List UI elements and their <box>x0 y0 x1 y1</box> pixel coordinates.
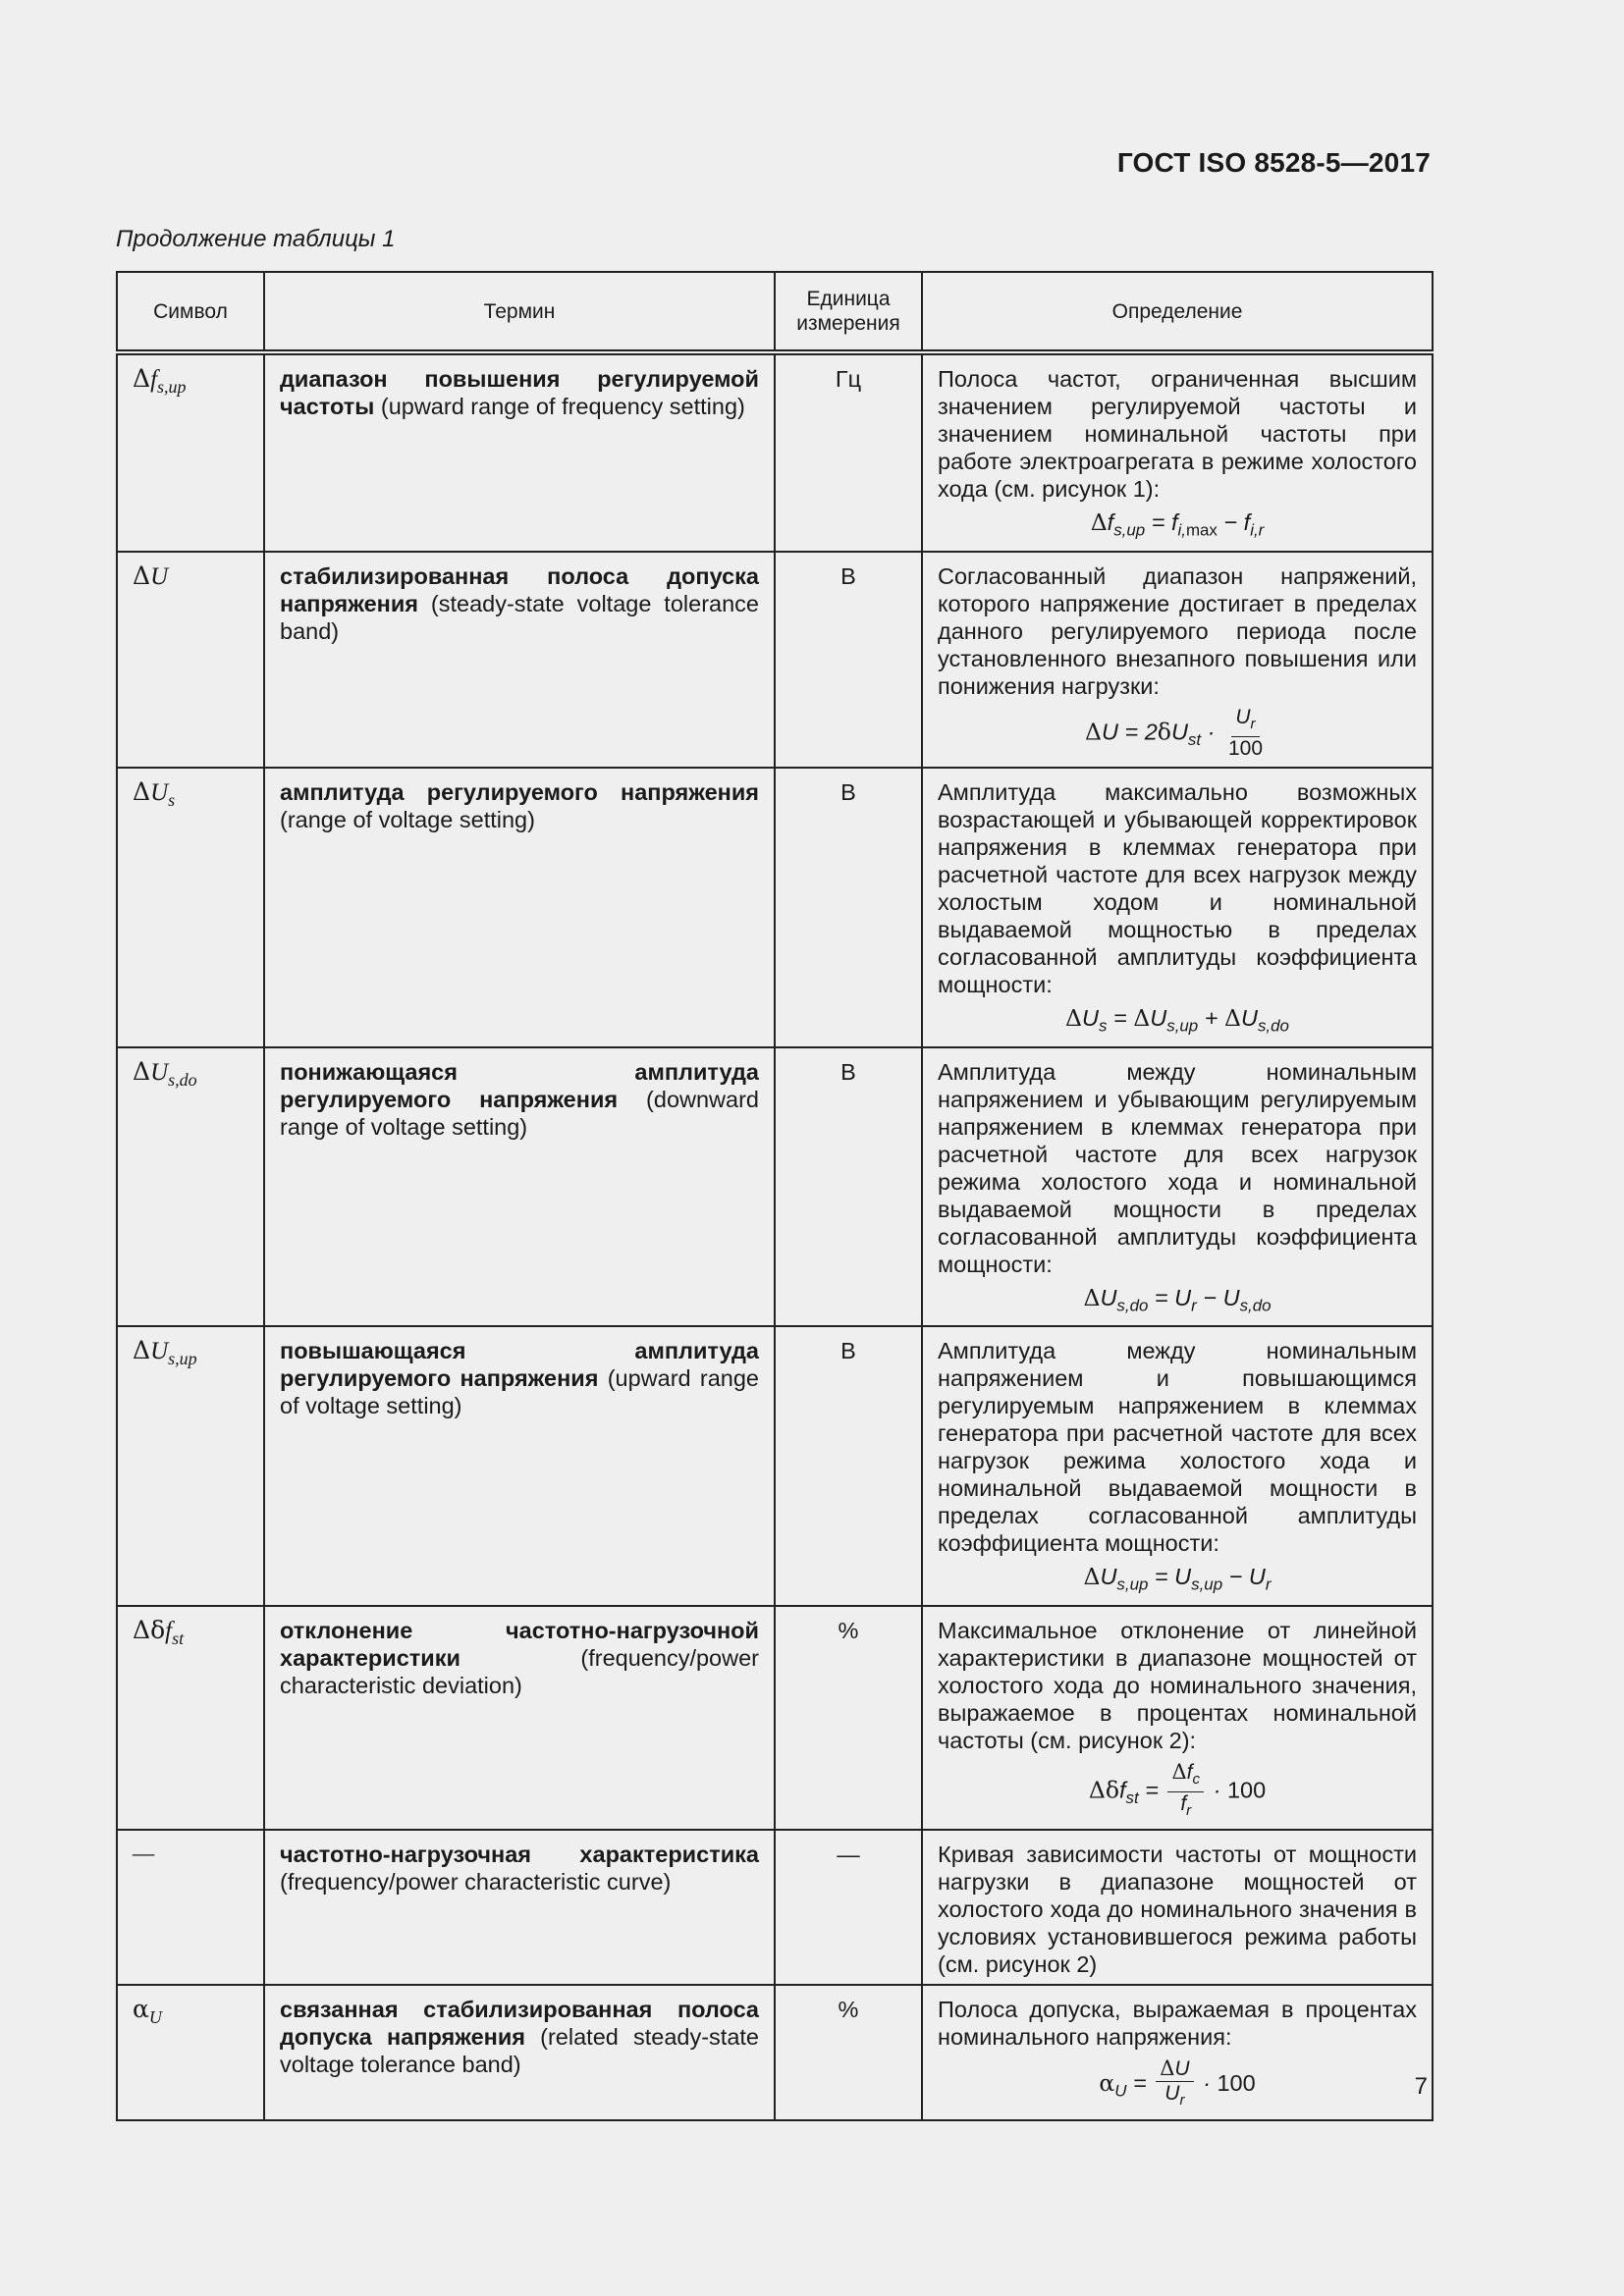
unit-cell: В <box>775 768 922 1047</box>
formula: $\Delta f_{s,up} = f_{i,max} - f_{i,r}$ <box>1090 508 1265 540</box>
term-english: (related steady-state voltage tolerance band) <box>280 2024 759 2078</box>
definition-text: Амплитуда максимально возможных возрастающей и убывающей корректировок напряжения в клеммах генератора при расчетной частоте для всех нагрузок между холостым ходом и номинальной выдаваемой мощностью в пределах согласованной амплитуды коэффициента мощности: <box>938 778 1417 997</box>
formula: $\alpha_U$ = $\frac{\Delta U}{U_r}$ · 100 <box>1099 2056 1256 2109</box>
term-name: понижающаяся амплитуда регулируемого напряжения <box>280 1058 759 1112</box>
term-name: отклонение частотно-нагрузочной характеристики <box>280 1617 759 1671</box>
table-row <box>117 1606 1433 1830</box>
definition-cell <box>922 1326 1433 1606</box>
term-english: (downward range of voltage setting) <box>280 1086 759 1140</box>
term-name: диапазон повышения регулируемой частоты <box>280 366 759 419</box>
term-name: повышающаяся амплитуда регулируемого напряжения <box>280 1338 759 1392</box>
table-header-row <box>117 272 1433 352</box>
symbol-cell: ΔU <box>117 552 264 768</box>
term-cell <box>264 1830 775 1985</box>
table-row <box>117 352 1433 552</box>
unit-cell: Гц <box>775 352 922 552</box>
column-header-symbol: Символ <box>117 272 264 352</box>
definition-text: Полоса частот, ограниченная высшим значением регулируемой частоты и значением номинальной частоты при работе электроагрегата в режиме холостого хода (см. рисунок 1): <box>938 366 1417 502</box>
symbol-cell: Δδf$_{st}$ <box>117 1606 264 1830</box>
definition-cell <box>922 1985 1433 2119</box>
definition-cell <box>922 768 1433 1047</box>
table-row <box>117 1326 1433 1606</box>
definition-cell <box>922 352 1433 552</box>
term-cell <box>264 1606 775 1830</box>
standard-code: ГОСТ ISO 8528-5—2017 <box>1116 147 1431 178</box>
symbol-cell: $\Delta U_{s,up}$ <box>117 1326 264 1606</box>
column-header-unit: Единица измерения <box>775 272 922 352</box>
term-english: (upward range of frequency setting) <box>374 394 745 419</box>
table-row <box>117 1985 1433 2119</box>
term-cell <box>264 1985 775 2119</box>
term-english: (range of voltage setting) <box>280 806 535 832</box>
term-name: стабилизированная полоса допуска напряжения <box>280 562 759 616</box>
term-name: амплитуда регулируемого напряжения <box>280 778 759 805</box>
symbol-cell: $\Delta U_s$ <box>117 768 264 1047</box>
formula: $\Delta U = 2\delta U_{st}$ · $\frac{U_r}{100}$ <box>1084 705 1264 760</box>
term-cell <box>264 768 775 1047</box>
symbol-cell: $\alpha_U$ <box>117 1985 264 2119</box>
unit-cell: В <box>775 552 922 768</box>
term-cell <box>264 1326 775 1606</box>
term-name: частотно-нагрузочная характеристика <box>280 1842 759 1868</box>
definition-text: Кривая зависимости частоты от мощности нагрузки в диапазоне мощностей от холостого хода до номинального значения в условиях установившегося режима работы (см. рисунок 2) <box>938 1842 1417 1978</box>
definition-text: Полоса допуска, выражаемая в процентах номинального напряжения: <box>938 1997 1417 2051</box>
term-english: (frequency/power characteristic deviation) <box>280 1644 759 1698</box>
term-cell <box>264 552 775 768</box>
unit-cell: — <box>775 1830 922 1985</box>
unit-cell: % <box>775 1985 922 2119</box>
unit-cell: В <box>775 1047 922 1327</box>
definition-text: Амплитуда между номинальным напряжением и убывающим регулируемым напряжением в клеммах генератора при расчетной частоте для всех нагрузок режима холостого хода и номинальной выдаваемой мощности в пределах согласованной амплитуды коэффициента мощности: <box>938 1058 1417 1277</box>
page-number: 7 <box>1414 2073 1428 2100</box>
definition-text: Максимальное отклонение от линейной характеристики в диапазоне мощностей от холостого хода до номинального значения, выражаемое в процентах номинальной частоты (см. рисунок 2): <box>938 1617 1417 1753</box>
symbol-cell: $\Delta U_{s,do}$ <box>117 1047 264 1327</box>
symbol-cell: — <box>117 1830 264 1985</box>
definition-text: Согласованный диапазон напряжений, которого напряжение достигает в пределах данного регулируемого периода после установленного внезапного повышения или понижения нагрузки: <box>938 562 1417 699</box>
term-english: (frequency/power characteristic curve) <box>280 1869 672 1896</box>
term-english: (steady-state voltage tolerance band) <box>280 590 759 644</box>
unit-cell: % <box>775 1606 922 1830</box>
table-row <box>117 768 1433 1047</box>
symbol-cell: $\Delta f_{s,up}$ <box>117 352 264 552</box>
term-english: (upward range of voltage setting) <box>280 1365 759 1419</box>
terms-table <box>116 271 1434 2121</box>
term-name: связанная стабилизированная полоса допуска напряжения <box>280 1997 759 2051</box>
table-row <box>117 1047 1433 1327</box>
table-row <box>117 1830 1433 1985</box>
column-header-term: Термин <box>264 272 775 352</box>
definition-cell <box>922 1830 1433 1985</box>
term-cell <box>264 1047 775 1327</box>
definition-cell <box>922 1047 1433 1327</box>
formula: $\Delta U_{s,do} = U_r - U_{s,do}$ <box>1083 1283 1272 1315</box>
unit-cell: В <box>775 1326 922 1606</box>
table-caption: Продолжение таблицы 1 <box>116 226 396 252</box>
definition-cell <box>922 552 1433 768</box>
column-header-definition: Определение <box>922 272 1433 352</box>
definition-text: Амплитуда между номинальным напряжением и повышающимся регулируемым напряжением в клеммах генератора при расчетной частоте для всех нагрузок режима холостого хода и номинальной выдаваемой мощности в пределах согласованной амплитуды коэффициента мощности: <box>938 1338 1417 1557</box>
formula: $\Delta U_s = \Delta U_{s,up} + \Delta U_{s,do}$ <box>1065 1003 1289 1036</box>
definition-cell <box>922 1606 1433 1830</box>
formula: Δδf$_{st}$ = $\frac{\Delta f_c}{f_r}$ · 100 <box>1088 1759 1267 1820</box>
term-cell <box>264 352 775 552</box>
formula: $\Delta U_{s,up} = U_{s,up} - U_r$ <box>1083 1563 1272 1594</box>
table-row <box>117 552 1433 768</box>
